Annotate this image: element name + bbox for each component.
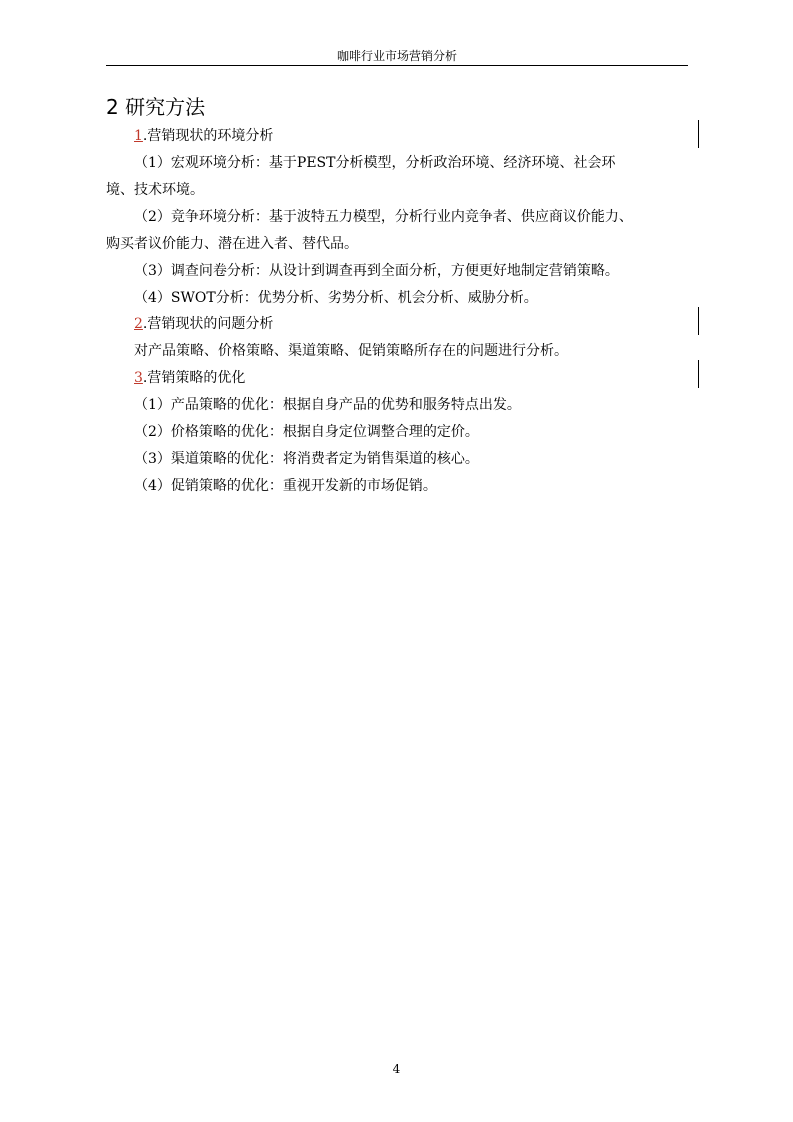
paragraph: 购买者议价能力、潜在进入者、替代品。 (106, 236, 358, 252)
header-rule (106, 65, 688, 66)
section-heading: 2 研究方法 (106, 95, 206, 119)
page-header-title: 咖啡行业市场营销分析 (336, 49, 457, 63)
subsection-text-3: .营销策略的优化 (142, 370, 246, 386)
subsection-title-1 (134, 126, 724, 146)
subsection-number-1: 1 (134, 128, 143, 144)
revision-bar (698, 307, 699, 335)
subsection-title-3 (134, 368, 724, 388)
paragraph: （3）渠道策略的优化：将消费者定为销售渠道的核心。 (134, 451, 479, 467)
subsection-number-2: 2 (134, 316, 143, 332)
page-number: 4 (392, 1062, 401, 1076)
paragraph: 对产品策略、价格策略、渠道策略、促销策略所存在的问题进行分析。 (134, 343, 568, 359)
paragraph: （1）宏观环境分析：基于PEST分析模型，分析政治环境、经济环境、社会环 (134, 155, 616, 171)
paragraph: （2）价格策略的优化：根据自身定位调整合理的定价。 (134, 424, 479, 440)
paragraph: （2）竞争环境分析：基于波特五力模型，分析行业内竞争者、供应商议价能力、 (134, 209, 633, 225)
paragraph: （3）调查问卷分析：从设计到调查再到全面分析，方便更好地制定营销策略。 (134, 263, 619, 279)
subsection-number-3: 3 (134, 370, 143, 386)
subsection-title-2 (134, 314, 724, 334)
subsection-text-1: .营销现状的环境分析 (142, 128, 274, 144)
revision-bar (698, 120, 699, 148)
paragraph: 境、技术环境。 (106, 182, 204, 198)
revision-bar (698, 360, 699, 388)
subsection-text-2: .营销现状的问题分析 (142, 316, 274, 332)
paragraph: （1）产品策略的优化：根据自身产品的优势和服务特点出发。 (134, 397, 521, 413)
paragraph: （4）促销策略的优化：重视开发新的市场促销。 (134, 478, 437, 494)
paragraph: （4）SWOT分析：优势分析、劣势分析、机会分析、威胁分析。 (134, 290, 538, 306)
